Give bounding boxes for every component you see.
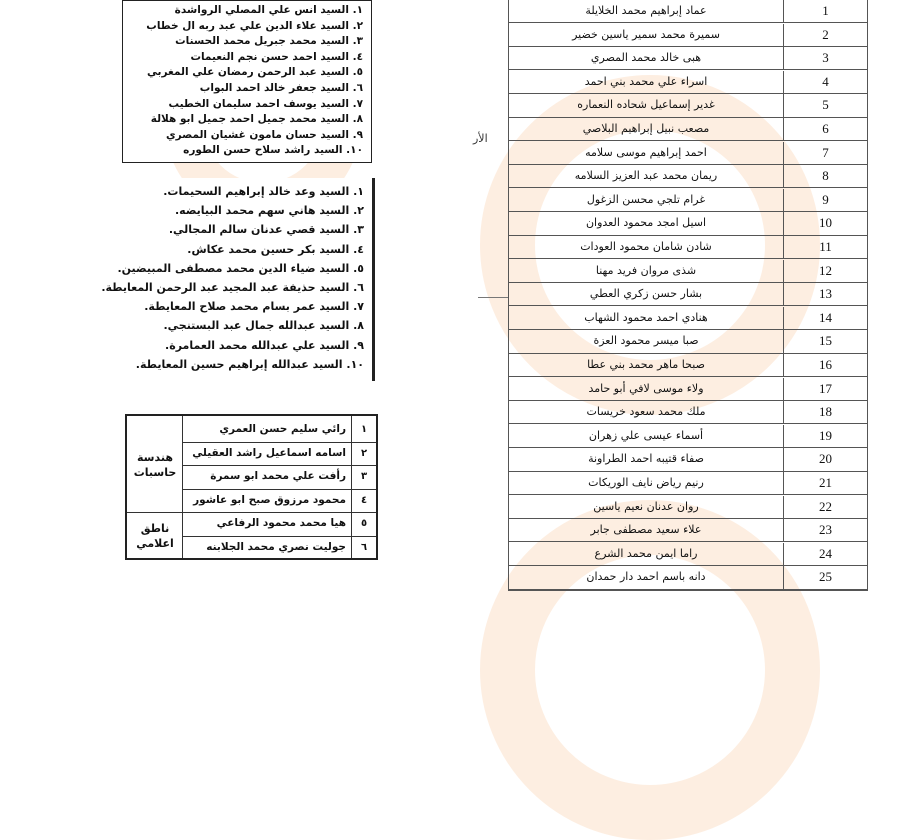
table-row [509,212,867,235]
table-row [509,165,867,188]
table-row [509,260,867,283]
row-number: 21 [783,472,867,494]
table-row [509,142,867,165]
table-row [509,566,867,589]
list-item: ٣. السيد محمد جبريل محمد الحسنات [175,35,363,48]
row-number: ٢ [360,447,368,459]
row-number: ٤ [360,494,368,506]
row-number: 9 [783,189,867,211]
row-number: 5 [783,94,867,116]
row-divider [183,512,376,513]
row-divider [183,442,376,443]
row-number: 6 [783,118,867,140]
list-item: ١٠. السيد راشد سلاح حسن الطوره [183,144,363,157]
list-item: ٦. السيد جعفر خالد احمد البواب [199,81,363,94]
list-item: ١٠. السيد عبدالله إبراهيم حسين المعايطة. [135,357,364,371]
person-name: غدير إسماعيل شحاده النعماره [577,98,715,112]
table-row [509,543,867,566]
column-divider [351,416,352,558]
person-name: صبحا ماهر محمد بني عطا [587,358,705,371]
person-name: جوليت نصري محمد الجلابنه [206,540,346,553]
row-number: 25 [783,566,867,588]
table-row [509,24,867,47]
table-row [509,472,867,495]
row-number: 10 [783,212,867,234]
person-name: شادن شامان محمود العودات [580,240,712,253]
row-number: 4 [783,71,867,93]
person-name: ملك محمد سعود خريسات [586,405,706,419]
row-number: 24 [783,543,867,565]
table-row [509,519,867,542]
names-list-box-2 [101,178,375,381]
row-divider [183,536,376,537]
row-number: 23 [783,519,867,541]
list-item: ٥. السيد عبد الرحمن رمضان علي المغربي [146,66,363,79]
group-label: ناطق اعلامي [136,521,174,550]
row-number: 13 [783,283,867,305]
specialization-table [125,414,378,560]
row-number: 22 [783,496,867,518]
group-label: هندسة حاسبات [133,451,177,479]
table-row [509,448,867,471]
table-row [509,330,867,353]
row-number: 12 [783,260,867,282]
person-name: بشار حسن زكري العطي [589,287,703,301]
person-name: اسامه اسماعيل راشد العقيلي [192,446,346,459]
person-name: هيا محمد محمود الرفاعي [216,517,346,529]
table-row [509,236,867,259]
row-number: 7 [783,142,867,164]
list-item: ٧. السيد عمر بسام محمد صلاح المعايطة. [144,300,364,314]
person-name: مصعب نبيل إبراهيم البلاصي [582,122,710,135]
row-number: 1 [783,0,867,22]
person-name: هنادي احمد محمود الشهاب [584,310,708,324]
row-number: ٣ [360,471,368,482]
row-number: 19 [783,425,867,447]
row-number: ١ [360,424,368,435]
table-row [509,0,867,23]
person-name: سميرة محمد سمير ياسين خضير [572,27,720,41]
list-item: ٢. السيد علاء الدين علي عبد ربه ال خطاب [146,19,363,32]
table-row [509,47,867,70]
person-name: رنيم رياض نايف الوريكات [588,476,704,489]
list-item: ٧. السيد يوسف احمد سليمان الخطيب [168,97,363,110]
row-number: 3 [783,47,867,69]
row-number: 20 [783,448,867,470]
main-names-table [508,0,868,591]
person-name: ولاء موسى لافي أبو حامد [588,381,704,395]
section-separator [478,297,508,298]
table-row [509,401,867,424]
table-row [509,283,867,306]
list-item: ١. السيد انس علي المصلي الرواشدة [174,4,363,16]
person-name: احمد إبراهيم موسى سلامه [585,145,707,159]
list-item: ٣. السيد قصي عدنان سالم المجالي. [168,223,364,237]
person-name: عماد إبراهيم محمد الخلايلة [585,4,707,17]
person-name: راما ايمن محمد الشرع [594,546,698,560]
row-divider [183,465,376,466]
column-divider [182,416,183,558]
list-item: ٩. السيد علي عبدالله محمد العمامرة. [165,338,364,352]
person-name: رأفت علي محمد ابو سمرة [210,470,346,482]
person-name: اسيل امجد محمود العدوان [585,216,707,230]
person-name: علاء سعيد مصطفى جابر [590,523,702,537]
row-number: 15 [783,330,867,352]
person-name: روان عدنان نعيم ياسين [593,499,699,513]
table-row [509,118,867,141]
row-number: 2 [783,24,867,46]
table-row [509,378,867,401]
row-number: ٥ [360,518,368,529]
side-label: الأر [473,132,488,145]
person-name: صفاء قتيبه احمد الطراونة [588,452,704,466]
person-name: غرام تلجي محسن الزغول [586,192,706,206]
row-number: 18 [783,401,867,423]
table-row [509,307,867,330]
table-row [509,94,867,117]
row-number: 8 [783,165,867,187]
list-item: ٤. السيد بكر حسين محمد عكاش. [187,242,364,256]
table-row [509,71,867,94]
list-item: ١. السيد وعد خالد إبراهيم السحيمات. [163,185,364,198]
table-row [509,496,867,519]
person-name: محمود مرزوق صبح ابو عاشور [193,493,346,506]
row-number: 14 [783,307,867,329]
list-item: ٦. السيد حذيفة عبد المجيد عبد الرحمن المعايطة. [101,280,364,294]
row-divider [183,489,376,490]
person-name: هبى خالد محمد المصري [590,51,702,65]
row-number: 17 [783,378,867,400]
row-number: ٦ [360,541,368,553]
person-name: أسماء عيسى علي زهران [588,428,704,442]
row-number: 16 [783,354,867,376]
list-item: ٩. السيد حسان مامون غشيان المصري [165,128,363,141]
person-name: ريمان محمد عبد العزيز السلامه [574,169,718,183]
list-item: ٨. السيد محمد جميل احمد جميل ابو هلالة [150,113,363,126]
group-divider [127,512,183,513]
person-name: اسراء علي محمد بني احمد [584,74,708,88]
table-row [509,354,867,377]
table-row [509,425,867,448]
list-item: ٢. السيد هاني سهم محمد البيايضه. [174,204,364,218]
list-item: ٤. السيد احمد حسن نجم النعيمات [190,50,363,63]
row-number: 11 [783,236,867,258]
person-name: رائي سليم حسن العمري [219,423,346,435]
person-name: صبا ميسر محمود العزة [593,334,699,348]
list-item: ٨. السيد عبدالله جمال عبد البستنجي. [163,319,364,333]
person-name: شذى مروان فريد مهنا [595,263,697,277]
list-item: ٥. السيد ضياء الدين محمد مصطفى المبيضين. [117,261,364,275]
table-row [509,189,867,212]
person-name: دانه باسم احمد دار حمدان [586,570,706,584]
names-list-box-1 [122,0,372,163]
